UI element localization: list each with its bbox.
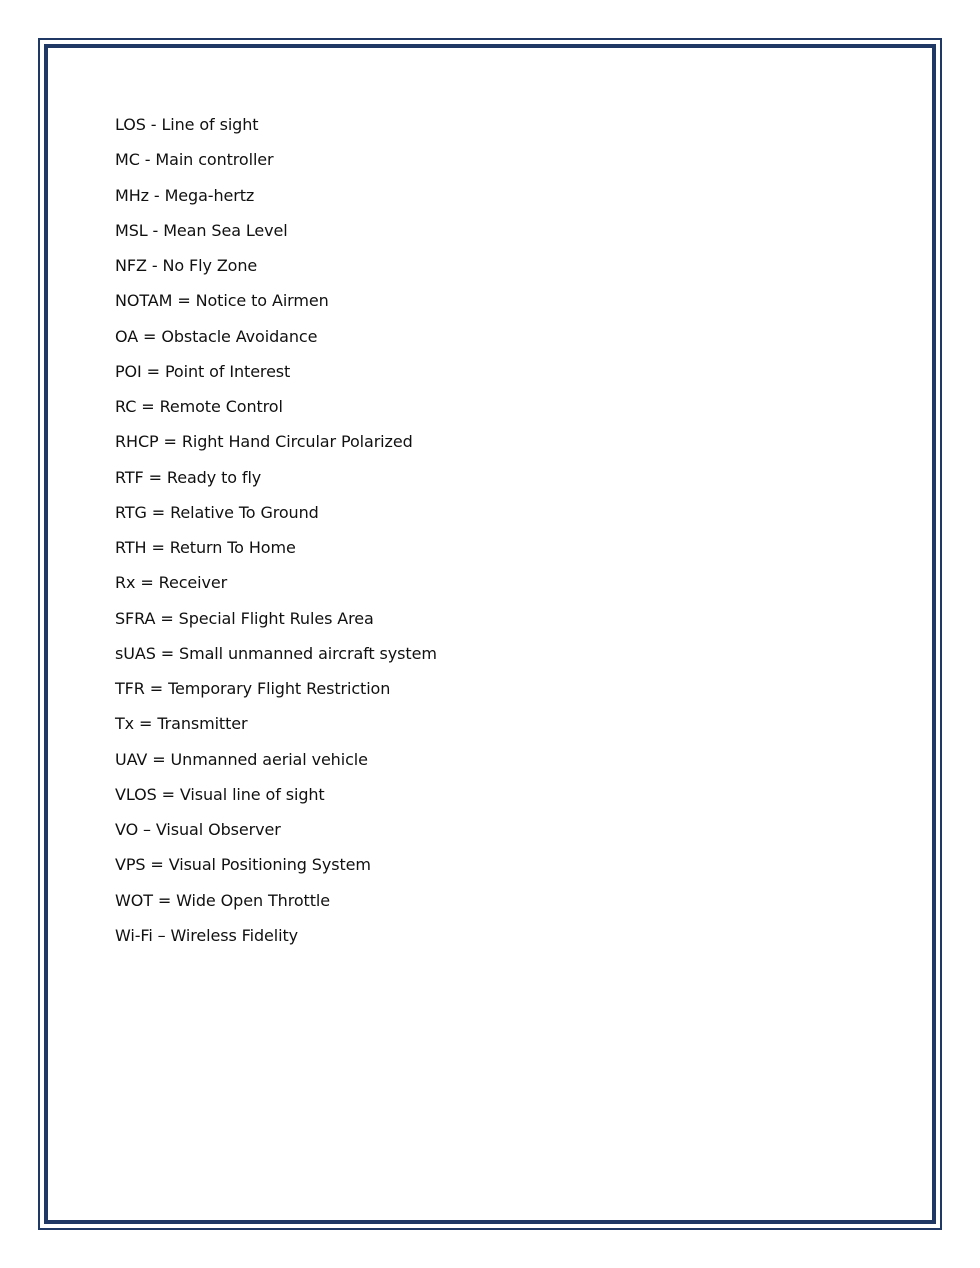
abbreviation-uav: UAV = Unmanned aerial vehicle xyxy=(115,749,368,769)
abbreviation-notam: NOTAM = Notice to Airmen xyxy=(115,291,329,311)
abbreviation-mc: MC - Main controller xyxy=(115,150,274,170)
abbreviation-sfra: SFRA = Special Flight Rules Area xyxy=(115,608,374,628)
abbreviation-tx: Tx = Transmitter xyxy=(115,714,248,734)
abbreviation-rtg: RTG = Relative To Ground xyxy=(115,502,319,522)
abbreviation-msl: MSL - Mean Sea Level xyxy=(115,220,288,240)
abbreviation-wot: WOT = Wide Open Throttle xyxy=(115,890,330,910)
abbreviation-tfr: TFR = Temporary Flight Restriction xyxy=(115,679,391,698)
abbreviation-vlos: VLOS = Visual line of sight xyxy=(115,784,325,804)
abbreviation-rx: Rx = Receiver xyxy=(115,573,228,593)
abbreviation-vps: VPS = Visual Positioning System xyxy=(115,855,371,875)
abbreviation-suas: sUAS = Small unmanned aircraft system xyxy=(115,643,437,663)
abbreviation-rth: RTH = Return To Home xyxy=(115,538,296,557)
abbreviation-wifi: Wi-Fi – Wireless Fidelity xyxy=(115,925,298,945)
abbreviation-rhcp: RHCP = Right Hand Circular Polarized xyxy=(115,432,413,452)
abbreviation-nfz: NFZ - No Fly Zone xyxy=(115,256,258,275)
abbreviation-rc: RC = Remote Control xyxy=(115,397,283,416)
abbreviation-oa: OA = Obstacle Avoidance xyxy=(115,326,318,346)
abbreviation-list xyxy=(115,113,437,959)
abbreviation-los: LOS - Line of sight xyxy=(115,115,259,134)
abbreviation-poi: POI = Point of Interest xyxy=(115,361,291,381)
abbreviation-vo: VO – Visual Observer xyxy=(115,820,281,839)
abbreviation-rtf: RTF = Ready to fly xyxy=(115,467,262,487)
abbreviation-mhz: MHz - Mega-hertz xyxy=(115,185,255,205)
